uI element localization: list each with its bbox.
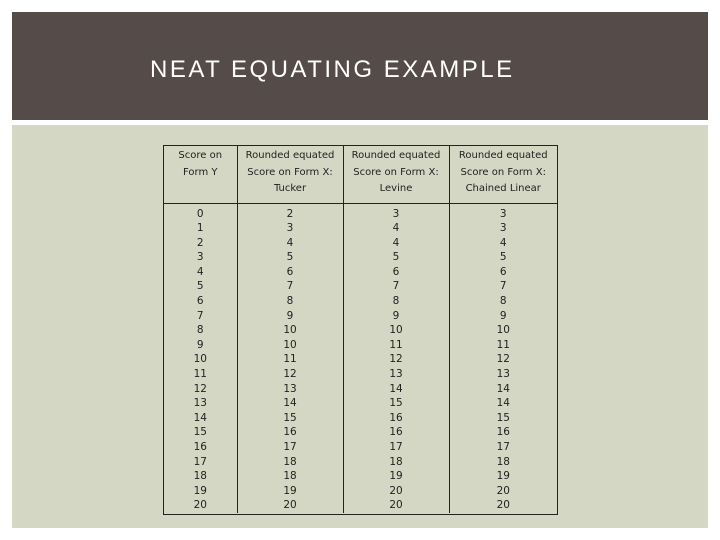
cell-levine: 10	[343, 323, 449, 338]
cell-tucker: 17	[237, 440, 343, 455]
cell-chained-linear: 16	[449, 425, 557, 440]
cell-chained-linear: 3	[449, 221, 557, 236]
cell-chained-linear: 3	[449, 203, 557, 221]
table-row	[164, 203, 557, 221]
cell-tucker: 5	[237, 250, 343, 265]
cell-tucker: 18	[237, 455, 343, 470]
cell-chained-linear: 14	[449, 382, 557, 397]
cell-levine: 20	[343, 484, 449, 499]
cell-score-form-y: 0	[196, 207, 204, 220]
cell-levine: 15	[343, 396, 449, 411]
cell-score-form-y: 13	[193, 397, 207, 410]
cell-chained-linear: 15	[449, 411, 557, 426]
cell-chained-linear: 13	[449, 367, 557, 382]
table-row	[164, 498, 557, 513]
cell-score-form-y: 18	[193, 470, 207, 483]
cell-chained-linear: 19	[449, 469, 557, 484]
cell-tucker: 13	[237, 382, 343, 397]
table-row	[164, 425, 557, 440]
table-row	[164, 294, 557, 309]
cell-score-form-y: 5	[196, 280, 204, 293]
cell-levine: 16	[343, 425, 449, 440]
cell-score-form-y: 15	[193, 426, 207, 439]
cell-score-form-y: 14	[193, 411, 207, 424]
table-row	[164, 250, 557, 265]
cell-score-form-y: 12	[193, 382, 207, 395]
table-row	[164, 236, 557, 251]
cell-chained-linear: 17	[449, 440, 557, 455]
table-row	[164, 265, 557, 280]
cell-chained-linear: 7	[449, 279, 557, 294]
table-row	[164, 338, 557, 353]
cell-levine: 5	[343, 250, 449, 265]
cell-tucker: 16	[237, 425, 343, 440]
table-row	[164, 221, 557, 236]
cell-levine: 16	[343, 411, 449, 426]
cell-tucker: 6	[237, 265, 343, 280]
table-row	[164, 484, 557, 499]
table-row	[164, 455, 557, 470]
slide-title: NEAT EQUATING EXAMPLE	[150, 56, 515, 83]
cell-tucker: 12	[237, 367, 343, 382]
header-tucker: Rounded equated Score on Form X: Tucker	[237, 146, 343, 203]
cell-levine: 7	[343, 279, 449, 294]
cell-score-form-y: 4	[196, 265, 204, 278]
cell-score-form-y: 10	[193, 353, 207, 366]
table-row	[164, 367, 557, 382]
cell-score-form-y: 8	[196, 324, 204, 337]
table-row	[164, 352, 557, 367]
cell-score-form-y: 11	[193, 368, 207, 381]
table-row	[164, 382, 557, 397]
cell-chained-linear: 18	[449, 455, 557, 470]
cell-levine: 20	[343, 498, 449, 513]
cell-score-form-y: 6	[196, 295, 204, 308]
table-row	[164, 396, 557, 411]
cell-chained-linear: 14	[449, 396, 557, 411]
table-row	[164, 323, 557, 338]
cell-chained-linear: 8	[449, 294, 557, 309]
cell-levine: 9	[343, 309, 449, 324]
cell-tucker: 10	[237, 338, 343, 353]
cell-chained-linear: 11	[449, 338, 557, 353]
cell-chained-linear: 5	[449, 250, 557, 265]
cell-levine: 17	[343, 440, 449, 455]
cell-levine: 12	[343, 352, 449, 367]
cell-chained-linear: 6	[449, 265, 557, 280]
cell-chained-linear: 20	[449, 484, 557, 499]
cell-chained-linear: 9	[449, 309, 557, 324]
cell-tucker: 15	[237, 411, 343, 426]
cell-tucker: 18	[237, 469, 343, 484]
cell-levine: 14	[343, 382, 449, 397]
cell-tucker: 11	[237, 352, 343, 367]
cell-levine: 11	[343, 338, 449, 353]
table-row	[164, 279, 557, 294]
header-chained-linear: Rounded equated Score on Form X: Chained Linear	[449, 146, 557, 203]
cell-levine: 4	[343, 236, 449, 251]
cell-tucker: 20	[237, 498, 343, 513]
cell-levine: 3	[343, 203, 449, 221]
cell-chained-linear: 4	[449, 236, 557, 251]
cell-levine: 18	[343, 455, 449, 470]
cell-levine: 19	[343, 469, 449, 484]
cell-tucker: 2	[237, 203, 343, 221]
cell-levine: 4	[343, 221, 449, 236]
cell-tucker: 4	[237, 236, 343, 251]
header-score-form-y: Score on Form Y	[164, 146, 237, 203]
cell-score-form-y: 16	[193, 441, 207, 453]
cell-score-form-y: 1	[196, 222, 204, 235]
cell-tucker: 8	[237, 294, 343, 309]
cell-score-form-y: 2	[196, 236, 204, 249]
table-row	[164, 440, 557, 455]
cell-tucker: 19	[237, 484, 343, 499]
cell-score-form-y: 17	[193, 455, 207, 468]
table-row	[164, 469, 557, 484]
cell-chained-linear: 10	[449, 323, 557, 338]
cell-score-form-y: 9	[196, 338, 204, 351]
cell-tucker: 14	[237, 396, 343, 411]
equating-table	[164, 146, 557, 513]
table-body	[164, 203, 557, 513]
header-levine: Rounded equated Score on Form X: Levine	[343, 146, 449, 203]
cell-tucker: 7	[237, 279, 343, 294]
cell-levine: 8	[343, 294, 449, 309]
table-header-row	[164, 146, 557, 203]
cell-tucker: 3	[237, 221, 343, 236]
cell-score-form-y: 3	[196, 251, 204, 264]
cell-chained-linear: 20	[449, 498, 557, 513]
cell-chained-linear: 12	[449, 352, 557, 367]
equating-table-container	[163, 145, 558, 515]
table-row	[164, 309, 557, 324]
cell-tucker: 10	[237, 323, 343, 338]
cell-tucker: 9	[237, 309, 343, 324]
cell-score-form-y: 7	[196, 309, 204, 322]
cell-score-form-y: 20	[193, 499, 207, 512]
cell-levine: 6	[343, 265, 449, 280]
cell-score-form-y: 19	[193, 484, 207, 497]
cell-levine: 13	[343, 367, 449, 382]
table-row	[164, 411, 557, 426]
